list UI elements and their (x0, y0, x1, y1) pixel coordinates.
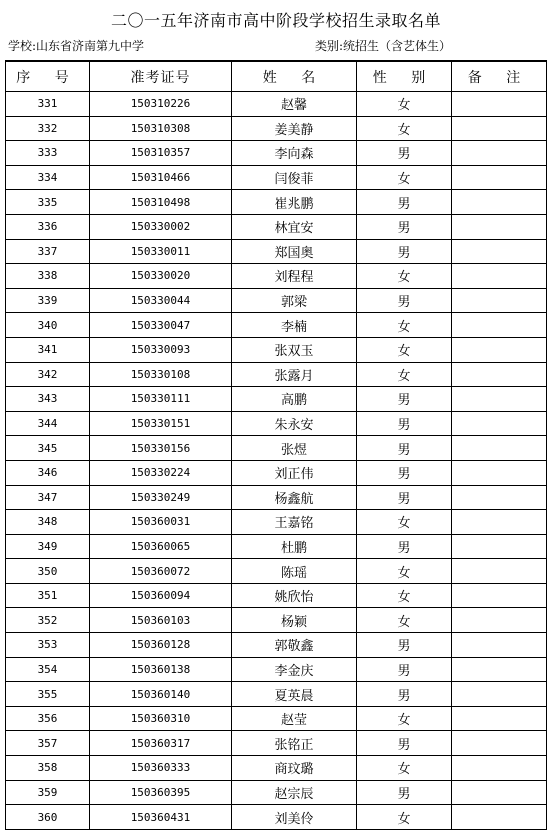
row-note (452, 706, 547, 731)
row-name: 郭梁 (232, 288, 357, 313)
row-ticket-number: 150360395 (90, 780, 232, 805)
row-ticket-number: 150330047 (90, 313, 232, 338)
table-header-row (6, 61, 547, 92)
row-ticket-number: 150330224 (90, 460, 232, 485)
row-seq: 347 (6, 485, 90, 510)
column-header-name: 姓 名 (232, 61, 357, 92)
row-seq: 343 (6, 387, 90, 412)
row-note (452, 116, 547, 141)
row-name: 赵馨 (232, 92, 357, 117)
row-seq: 341 (6, 337, 90, 362)
table-row (6, 165, 547, 190)
row-seq: 334 (6, 165, 90, 190)
row-seq: 360 (6, 805, 90, 830)
row-gender: 女 (357, 362, 452, 387)
row-gender: 男 (357, 190, 452, 215)
row-note (452, 239, 547, 264)
row-gender: 男 (357, 214, 452, 239)
table-row (6, 460, 547, 485)
row-name: 李向森 (232, 141, 357, 166)
row-gender: 男 (357, 411, 452, 436)
row-name: 刘美伶 (232, 805, 357, 830)
row-ticket-number: 150330111 (90, 387, 232, 412)
admission-table (5, 60, 547, 830)
row-note (452, 756, 547, 781)
row-note (452, 337, 547, 362)
row-name: 朱永安 (232, 411, 357, 436)
row-name: 杨鑫航 (232, 485, 357, 510)
table-row (6, 583, 547, 608)
row-ticket-number: 150330002 (90, 214, 232, 239)
row-name: 张露月 (232, 362, 357, 387)
row-note (452, 288, 547, 313)
row-note (452, 559, 547, 584)
table-row (6, 682, 547, 707)
row-name: 杨颖 (232, 608, 357, 633)
row-ticket-number: 150330108 (90, 362, 232, 387)
table-row (6, 510, 547, 535)
row-note (452, 411, 547, 436)
row-ticket-number: 150360310 (90, 706, 232, 731)
category-value: 统招生（含艺体生） (343, 39, 452, 53)
row-seq: 350 (6, 559, 90, 584)
row-seq: 333 (6, 141, 90, 166)
row-seq: 348 (6, 510, 90, 535)
table-row (6, 608, 547, 633)
row-ticket-number: 150330249 (90, 485, 232, 510)
table-row (6, 214, 547, 239)
row-note (452, 485, 547, 510)
row-name: 林宜安 (232, 214, 357, 239)
row-gender: 女 (357, 116, 452, 141)
row-note (452, 608, 547, 633)
row-name: 陈瑶 (232, 559, 357, 584)
row-ticket-number: 150310466 (90, 165, 232, 190)
row-ticket-number: 150360138 (90, 657, 232, 682)
row-ticket-number: 150310357 (90, 141, 232, 166)
row-note (452, 583, 547, 608)
row-seq: 352 (6, 608, 90, 633)
row-note (452, 805, 547, 830)
table-row (6, 411, 547, 436)
row-seq: 338 (6, 264, 90, 289)
row-gender: 男 (357, 239, 452, 264)
row-note (452, 460, 547, 485)
row-seq: 337 (6, 239, 90, 264)
row-ticket-number: 150360128 (90, 633, 232, 658)
row-gender: 男 (357, 780, 452, 805)
table-row (6, 756, 547, 781)
row-gender: 女 (357, 92, 452, 117)
table-row (6, 116, 547, 141)
row-note (452, 510, 547, 535)
school-name: 山东省济南第九中学 (36, 39, 145, 53)
row-ticket-number: 150330093 (90, 337, 232, 362)
row-gender: 女 (357, 264, 452, 289)
school-label: 学校: (8, 39, 37, 53)
row-name: 闫俊菲 (232, 165, 357, 190)
row-gender: 女 (357, 559, 452, 584)
row-name: 李金庆 (232, 657, 357, 682)
row-name: 郑国奥 (232, 239, 357, 264)
row-note (452, 165, 547, 190)
row-name: 高鹏 (232, 387, 357, 412)
row-name: 赵宗辰 (232, 780, 357, 805)
table-row (6, 337, 547, 362)
row-gender: 男 (357, 141, 452, 166)
row-seq: 331 (6, 92, 90, 117)
table-row (6, 559, 547, 584)
table-row (6, 313, 547, 338)
table-row (6, 534, 547, 559)
row-name: 郭敬鑫 (232, 633, 357, 658)
row-name: 赵莹 (232, 706, 357, 731)
row-ticket-number: 150310226 (90, 92, 232, 117)
table-row (6, 239, 547, 264)
row-ticket-number: 150360317 (90, 731, 232, 756)
row-name: 姚欣怡 (232, 583, 357, 608)
row-seq: 345 (6, 436, 90, 461)
row-name: 崔兆鹏 (232, 190, 357, 215)
row-ticket-number: 150330044 (90, 288, 232, 313)
row-seq: 351 (6, 583, 90, 608)
category-label: 类别: (315, 39, 344, 53)
row-note (452, 534, 547, 559)
row-note (452, 313, 547, 338)
row-ticket-number: 150360431 (90, 805, 232, 830)
row-seq: 355 (6, 682, 90, 707)
row-gender: 男 (357, 288, 452, 313)
row-gender: 女 (357, 608, 452, 633)
row-seq: 344 (6, 411, 90, 436)
school-info (8, 37, 144, 54)
row-note (452, 436, 547, 461)
row-ticket-number: 150330020 (90, 264, 232, 289)
row-gender: 男 (357, 534, 452, 559)
table-row (6, 633, 547, 658)
row-name: 张铭正 (232, 731, 357, 756)
row-name: 张双玉 (232, 337, 357, 362)
table-row (6, 387, 547, 412)
row-name: 李楠 (232, 313, 357, 338)
row-note (452, 92, 547, 117)
row-gender: 女 (357, 583, 452, 608)
row-seq: 356 (6, 706, 90, 731)
document-title: 二〇一五年济南市高中阶段学校招生录取名单 (110, 11, 441, 30)
row-note (452, 141, 547, 166)
row-seq: 349 (6, 534, 90, 559)
row-note (452, 264, 547, 289)
row-note (452, 780, 547, 805)
row-gender: 男 (357, 436, 452, 461)
column-header-gender: 性 别 (357, 61, 452, 92)
row-ticket-number: 150360031 (90, 510, 232, 535)
row-gender: 男 (357, 682, 452, 707)
row-seq: 357 (6, 731, 90, 756)
row-gender: 女 (357, 165, 452, 190)
row-seq: 340 (6, 313, 90, 338)
category-info (315, 37, 451, 54)
row-gender: 女 (357, 756, 452, 781)
row-name: 杜鹏 (232, 534, 357, 559)
table-row (6, 805, 547, 830)
row-seq: 354 (6, 657, 90, 682)
row-gender: 女 (357, 510, 452, 535)
row-name: 姜美静 (232, 116, 357, 141)
row-name: 王嘉铭 (232, 510, 357, 535)
row-name: 商玟璐 (232, 756, 357, 781)
row-ticket-number: 150330156 (90, 436, 232, 461)
table-body (6, 92, 547, 830)
row-name: 刘程程 (232, 264, 357, 289)
row-ticket-number: 150330151 (90, 411, 232, 436)
table-row (6, 485, 547, 510)
table-row (6, 706, 547, 731)
row-note (452, 387, 547, 412)
row-seq: 335 (6, 190, 90, 215)
column-header-note: 备 注 (452, 61, 547, 92)
row-ticket-number: 150360072 (90, 559, 232, 584)
row-note (452, 362, 547, 387)
row-name: 刘正伟 (232, 460, 357, 485)
row-ticket-number: 150360103 (90, 608, 232, 633)
row-note (452, 657, 547, 682)
column-header-ticket: 准考证号 (90, 61, 232, 92)
row-ticket-number: 150310308 (90, 116, 232, 141)
row-note (452, 682, 547, 707)
row-ticket-number: 150360140 (90, 682, 232, 707)
row-seq: 358 (6, 756, 90, 781)
row-seq: 342 (6, 362, 90, 387)
table-row (6, 264, 547, 289)
row-gender: 女 (357, 313, 452, 338)
row-gender: 男 (357, 387, 452, 412)
row-note (452, 214, 547, 239)
row-seq: 353 (6, 633, 90, 658)
row-gender: 男 (357, 485, 452, 510)
row-ticket-number: 150360065 (90, 534, 232, 559)
row-note (452, 190, 547, 215)
column-header-seq: 序 号 (6, 61, 90, 92)
row-ticket-number: 150360094 (90, 583, 232, 608)
table-row (6, 288, 547, 313)
row-seq: 339 (6, 288, 90, 313)
table-row (6, 731, 547, 756)
table-row (6, 657, 547, 682)
row-seq: 332 (6, 116, 90, 141)
row-gender: 女 (357, 706, 452, 731)
row-gender: 男 (357, 460, 452, 485)
row-note (452, 731, 547, 756)
row-gender: 男 (357, 633, 452, 658)
row-name: 张煜 (232, 436, 357, 461)
row-note (452, 633, 547, 658)
table-row (6, 190, 547, 215)
row-gender: 女 (357, 805, 452, 830)
row-gender: 女 (357, 337, 452, 362)
table-row (6, 92, 547, 117)
row-gender: 男 (357, 657, 452, 682)
row-seq: 336 (6, 214, 90, 239)
row-name: 夏英晨 (232, 682, 357, 707)
table-row (6, 436, 547, 461)
row-seq: 346 (6, 460, 90, 485)
table-row (6, 780, 547, 805)
table-row (6, 141, 547, 166)
row-ticket-number: 150310498 (90, 190, 232, 215)
row-ticket-number: 150330011 (90, 239, 232, 264)
row-seq: 359 (6, 780, 90, 805)
row-gender: 男 (357, 731, 452, 756)
table-row (6, 362, 547, 387)
row-ticket-number: 150360333 (90, 756, 232, 781)
